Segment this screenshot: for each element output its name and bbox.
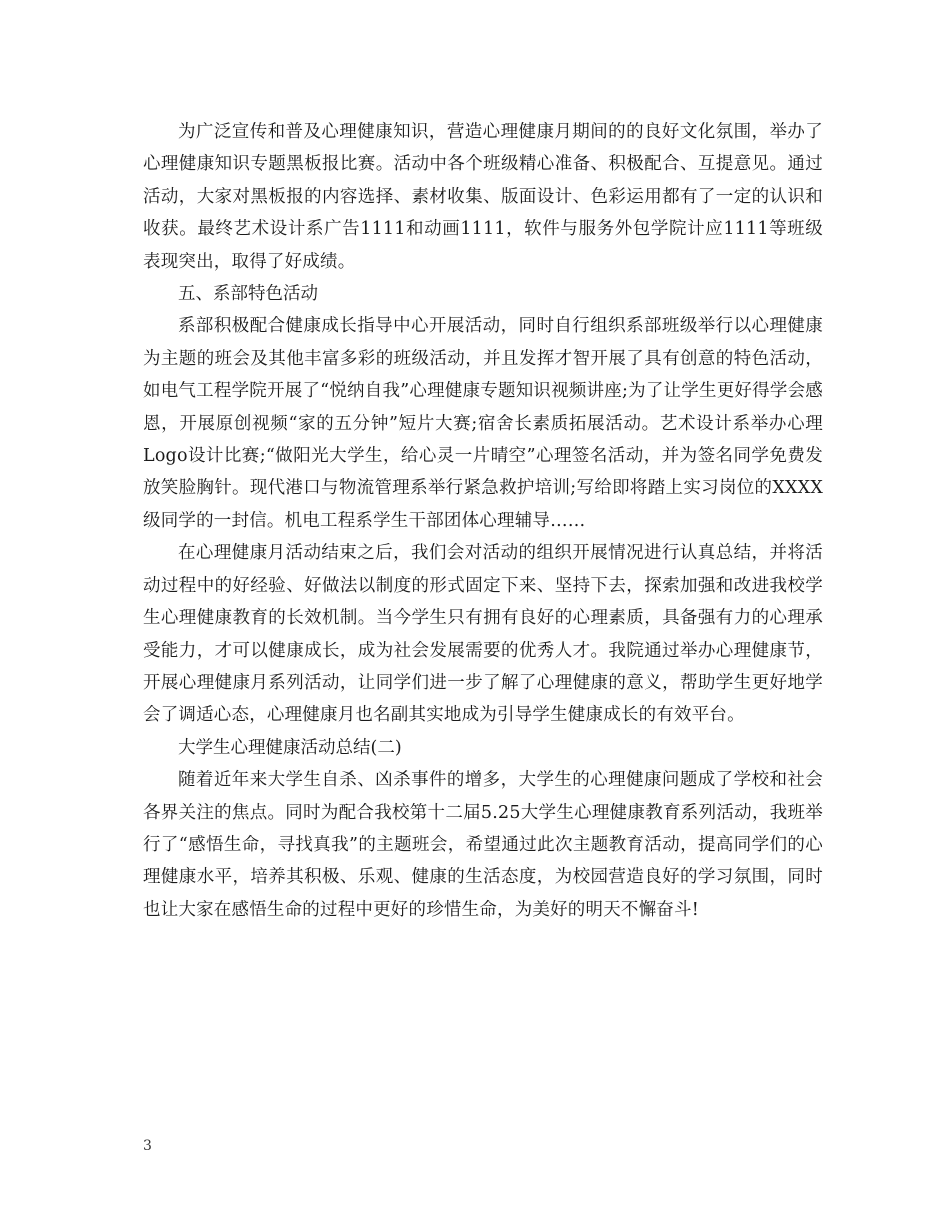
section-heading-department-activities: 五、系部特色活动: [178, 284, 318, 305]
section-heading-summary-two: 大学生心理健康活动总结(二): [178, 737, 402, 758]
page-number: 3: [143, 1138, 152, 1154]
paragraph-blackboard-contest: 为广泛宣传和普及心理健康知识，营造心理健康月期间的的良好文化氛围，举办了心理健康知识专题黑板报比赛。活动中各个班级精心准备、积极配合、互提意见。通过活动，大家对黑板报的内容选择、素材收集、版面设计、色彩运用都有了一定的认识和收获。最终艺术设计系广告1111和动画1111，软件与服务外包学院计应1111等班级表现突出，取得了好成绩。: [143, 122, 823, 272]
paragraph-class-meeting: 随着近年来大学生自杀、凶杀事件的增多，大学生的心理健康问题成了学校和社会各界关注的焦点。同时为配合我校第十二届5.25大学生心理健康教育系列活动，我班举行了“感悟生命，寻找真我”的主题班会，希望通过此次主题教育活动，提高同学们的心理健康水平，培养其积极、乐观、健康的生活态度，为校园营造良好的学习氛围，同时也让大家在感悟生命的过程中更好的珍惜生命，为美好的明天不懈奋斗!: [143, 770, 823, 920]
paragraph-conclusion: 在心理健康月活动结束之后，我们会对活动的组织开展情况进行认真总结，并将活动过程中的好经验、好做法以制度的形式固定下来、坚持下去，探索加强和改进我校学生心理健康教育的长效机制。当今学生只有拥有良好的心理素质，具备强有力的心理承受能力，才可以健康成长，成为社会发展需要的优秀人才。我院通过举办心理健康节，开展心理健康月系列活动，让同学们进一步了解了心理健康的意义，帮助学生更好地学会了调适心态，心理健康月也名副其实地成为引导学生健康成长的有效平台。: [143, 543, 823, 726]
document-body: [143, 116, 823, 926]
paragraph-department-activities: 系部积极配合健康成长指导中心开展活动，同时自行组织系部班级举行以心理健康为主题的班会及其他丰富多彩的班级活动，并且发挥才智开展了具有创意的特色活动，如电气工程学院开展了“悦纳自我”心理健康专题知识视频讲座;为了让学生更好得学会感恩，开展原创视频“家的五分钟”短片大赛;宿舍长素质拓展活动。艺术设计系举办心理Logo设计比赛;“做阳光大学生，给心灵一片晴空”心理签名活动，并为签名同学免费发放笑脸胸针。现代港口与物流管理系举行紧急救护培训;写给即将踏上实习岗位的XXXX级同学的一封信。机电工程系学生干部团体心理辅导……: [143, 316, 823, 531]
